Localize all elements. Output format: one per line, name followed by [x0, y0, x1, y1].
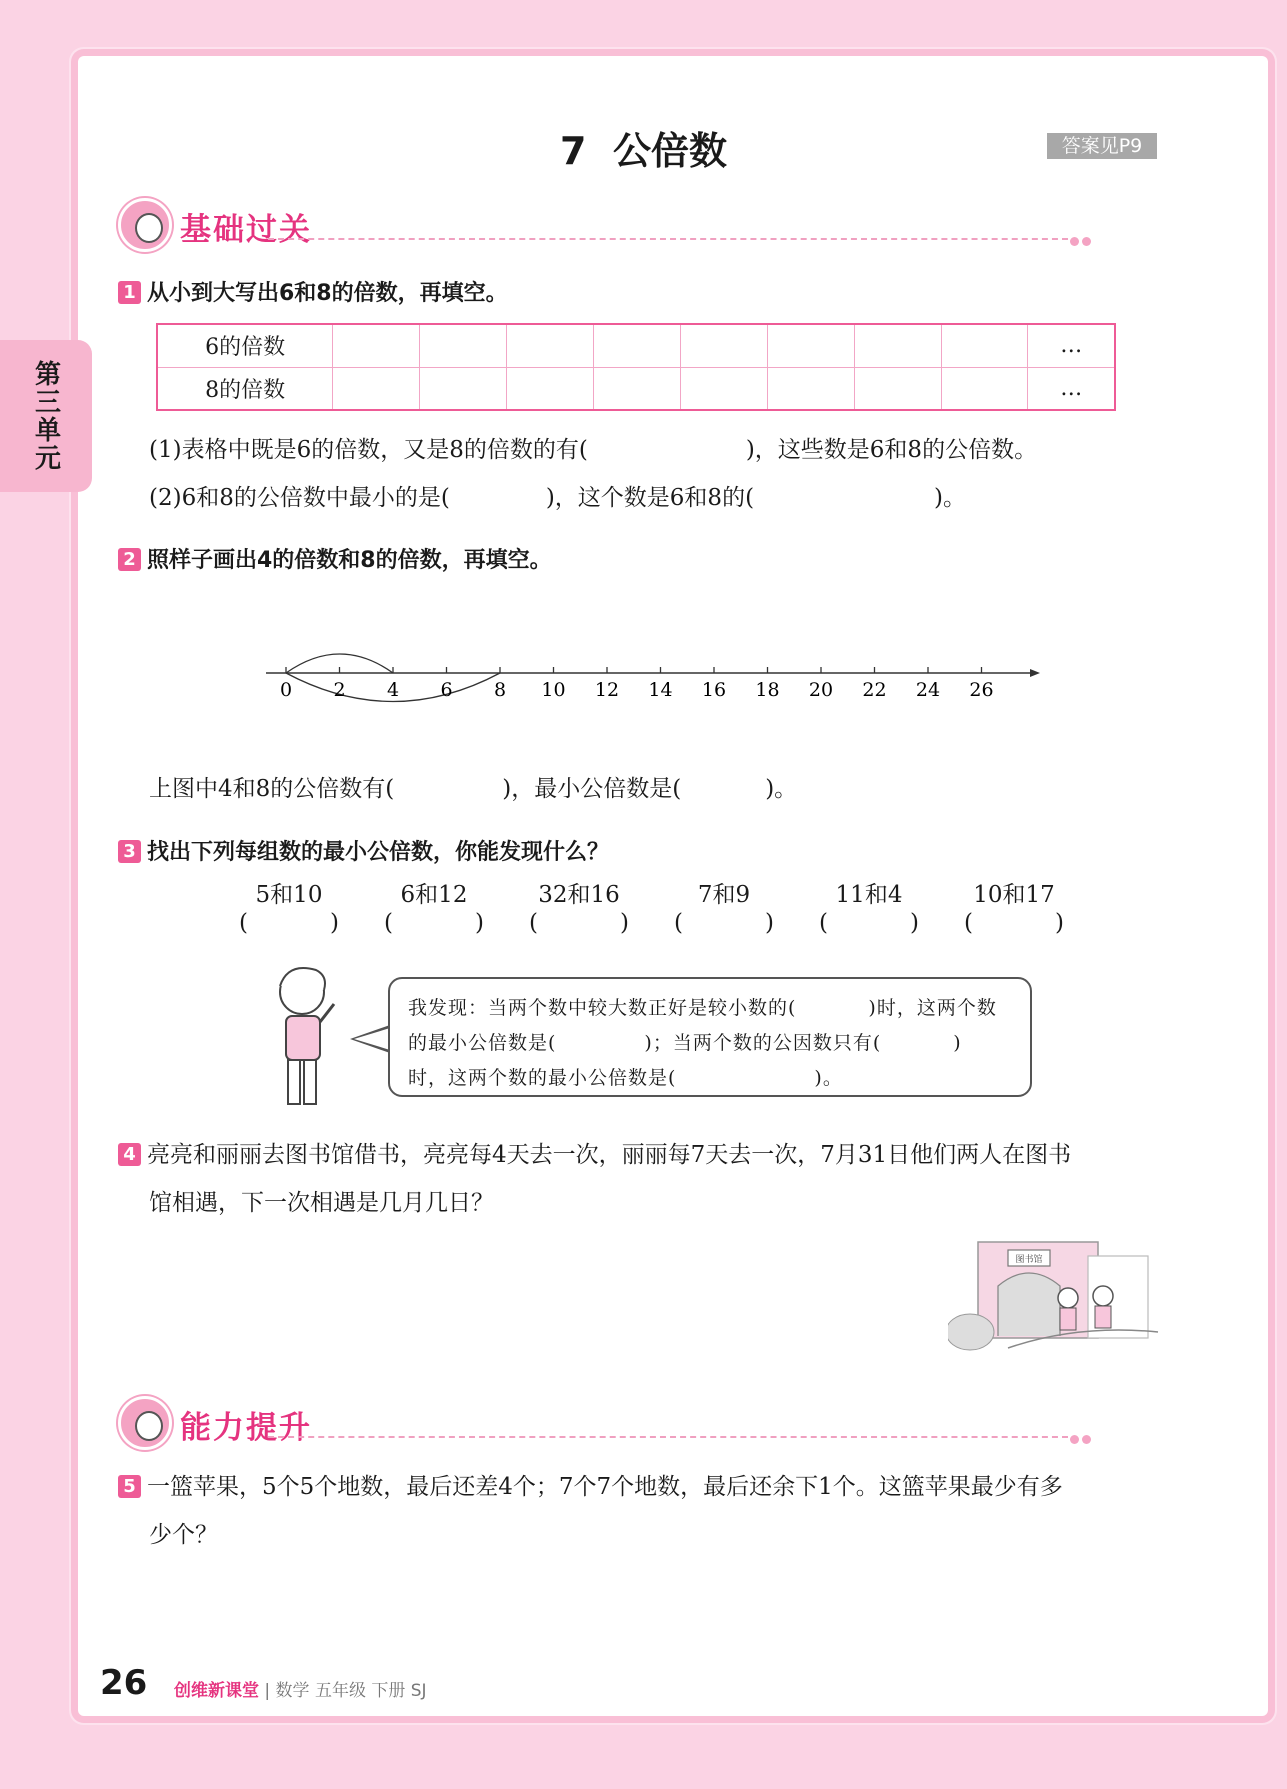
q2-text-c: )。 — [765, 776, 798, 802]
answer-cell[interactable] — [420, 324, 507, 367]
open-paren: ( — [529, 910, 538, 936]
q1-line1-text-b: )，这些数是6和8的公倍数。 — [745, 437, 1038, 463]
q4-text-2: 馆相遇，下一次相遇是几月几日？ — [149, 1190, 494, 1216]
q2-text-a: 上图中4和8的公倍数有( — [149, 776, 395, 802]
page-title: 7 公倍数 — [560, 129, 727, 173]
q4-line-2 — [149, 1179, 494, 1227]
answer-cell[interactable] — [941, 367, 1028, 410]
tick-label: 12 — [594, 679, 620, 701]
close-paren: ) — [330, 910, 339, 936]
answer-cell[interactable] — [854, 324, 941, 367]
tick-label: 26 — [969, 679, 994, 701]
close-paren: ) — [1055, 910, 1064, 936]
mascot-icon — [118, 1396, 172, 1450]
answer-cell[interactable] — [767, 367, 854, 410]
answer-blank[interactable] — [384, 910, 484, 936]
answer-cell[interactable] — [594, 367, 681, 410]
mascot-icon — [118, 198, 172, 252]
close-paren: ) — [910, 910, 919, 936]
answer-cell[interactable] — [941, 324, 1028, 367]
arrow-head-icon — [1030, 669, 1040, 677]
q3-prompt — [118, 835, 609, 866]
q1-number: 1 — [118, 281, 141, 304]
q2-prompt — [118, 543, 552, 574]
q3-number: 3 — [118, 840, 141, 863]
number-pair-label: 11和4 — [835, 882, 903, 908]
bubble-text: 时，这两个数的最小公倍数是( — [408, 1067, 677, 1089]
tick-label: 2 — [333, 679, 346, 701]
library-illustration — [948, 1236, 1162, 1356]
number-pair-label: 5和10 — [255, 882, 323, 908]
q5-number: 5 — [118, 1475, 141, 1498]
close-paren: ) — [620, 910, 629, 936]
answer-cell[interactable] — [594, 324, 681, 367]
close-paren: ) — [765, 910, 774, 936]
section-basic-header — [118, 198, 1168, 254]
ellipsis-cell: … — [1028, 367, 1115, 410]
answer-cell[interactable] — [333, 324, 420, 367]
speech-bubble — [388, 977, 1032, 1097]
ellipsis-cell: … — [1028, 324, 1115, 367]
multiples-table — [156, 323, 1116, 411]
answer-cell[interactable] — [420, 367, 507, 410]
answer-cell[interactable] — [507, 324, 594, 367]
table-row — [157, 324, 1115, 367]
answer-blank[interactable] — [964, 910, 1064, 936]
q4-text-1: 亮亮和丽丽去图书馆借书，亮亮每4天去一次，丽丽每7天去一次，7月31日他们两人在图书 — [147, 1142, 1072, 1168]
library-sign: 图书馆 — [1015, 1255, 1043, 1265]
q1-line1-text-a: (1)表格中既是6的倍数，又是8的倍数的有( — [149, 437, 588, 463]
bubble-line-3 — [408, 1061, 1014, 1096]
number-pair-label: 6和12 — [400, 882, 468, 908]
q1-line2-text-b: )，这个数是6和8的( — [545, 485, 755, 511]
answer-cell[interactable] — [333, 367, 420, 410]
q2-fill-line — [149, 765, 797, 813]
q1-fill-line-1 — [149, 426, 1037, 474]
tick-label: 22 — [862, 679, 887, 701]
number-pair-label: 10和17 — [973, 882, 1055, 908]
decor-dots-icon — [1070, 1429, 1094, 1448]
answer-cell[interactable] — [767, 324, 854, 367]
q3-text: 找出下列每组数的最小公倍数，你能发现什么？ — [147, 840, 610, 865]
q2-text-b: )，最小公倍数是( — [502, 776, 682, 802]
answer-cell[interactable] — [507, 367, 594, 410]
row-label-8: 8的倍数 — [157, 367, 333, 410]
row-label-6: 6的倍数 — [157, 324, 333, 367]
speech-bubble-tail-fill — [354, 1028, 390, 1050]
answer-cell[interactable] — [680, 367, 767, 410]
tick-label: 4 — [386, 679, 400, 701]
footer-brand: 创维新课堂 — [174, 1681, 259, 1701]
q5-text-2: 少个？ — [149, 1522, 218, 1548]
number-pair-label: 7和9 — [697, 882, 751, 908]
q2-number: 2 — [118, 548, 141, 571]
unit-side-tab — [0, 340, 92, 492]
number-line-diagram — [260, 640, 1050, 720]
bubble-text: )。 — [814, 1067, 843, 1089]
bubble-text: )；当两个数的公因数只有( — [644, 1032, 882, 1054]
q5-line-1 — [118, 1463, 1063, 1511]
bubble-text: )时，这两个数 — [868, 997, 997, 1019]
answer-blank[interactable] — [819, 910, 919, 936]
open-paren: ( — [674, 910, 683, 936]
q1-text: 从小到大写出6和8的倍数，再填空。 — [147, 281, 508, 306]
open-paren: ( — [964, 910, 973, 936]
bubble-line-2 — [408, 1026, 1014, 1061]
footer-meta: | 数学 五年级 下册 SJ — [264, 1681, 427, 1701]
bubble-text: 的最小公倍数是( — [408, 1032, 557, 1054]
bubble-text: ) — [953, 1032, 962, 1054]
number-pair-label: 32和16 — [538, 882, 620, 908]
bubble-text: 我发现：当两个数中较大数正好是较小数的( — [408, 997, 797, 1019]
page-number: 26 — [100, 1663, 148, 1703]
section-advanced-label: 能力提升 — [180, 1410, 312, 1446]
footer-info — [174, 1676, 427, 1701]
tick-label: 0 — [279, 679, 293, 701]
close-paren: ) — [475, 910, 484, 936]
open-paren: ( — [384, 910, 393, 936]
tick-label: 14 — [648, 679, 673, 701]
tick-label: 6 — [440, 679, 453, 701]
tick-label: 18 — [755, 679, 780, 701]
tick-label: 8 — [493, 679, 507, 701]
section-divider — [268, 238, 1068, 240]
boy-character-icon — [268, 962, 348, 1112]
answer-reference: 答案见P9 — [1047, 133, 1157, 159]
q5-line-2 — [149, 1511, 218, 1559]
decor-dots-icon — [1070, 231, 1094, 250]
answer-blank[interactable] — [239, 910, 339, 936]
section-basic-label: 基础过关 — [180, 212, 312, 248]
q4-line-1 — [118, 1131, 1071, 1179]
q1-prompt — [118, 276, 508, 307]
tick-label: 16 — [701, 679, 727, 701]
answer-cell[interactable] — [680, 324, 767, 367]
q1-line2-text-a: (2)6和8的公倍数中最小的是( — [149, 485, 450, 511]
answer-cell[interactable] — [854, 367, 941, 410]
open-paren: ( — [819, 910, 828, 936]
answer-blank[interactable] — [674, 910, 774, 936]
section-advanced-header — [118, 1396, 1168, 1452]
q1-fill-line-2 — [149, 474, 966, 522]
tick-label: 20 — [808, 679, 834, 701]
q1-line2-text-c: )。 — [934, 485, 967, 511]
q2-text: 照样子画出4的倍数和8的倍数，再填空。 — [147, 548, 552, 573]
bubble-line-1 — [408, 991, 1014, 1026]
table-row — [157, 367, 1115, 410]
q4-number: 4 — [118, 1143, 141, 1166]
tick-label: 10 — [541, 679, 566, 701]
q5-text-1: 一篮苹果，5个5个地数，最后还差4个；7个7个地数，最后还余下1个。这篮苹果最少有多 — [147, 1474, 1063, 1500]
open-paren: ( — [239, 910, 248, 936]
unit-label: 第三单元 — [30, 360, 61, 472]
tick-label: 24 — [915, 679, 941, 701]
section-divider — [268, 1436, 1068, 1438]
answer-blank[interactable] — [529, 910, 629, 936]
